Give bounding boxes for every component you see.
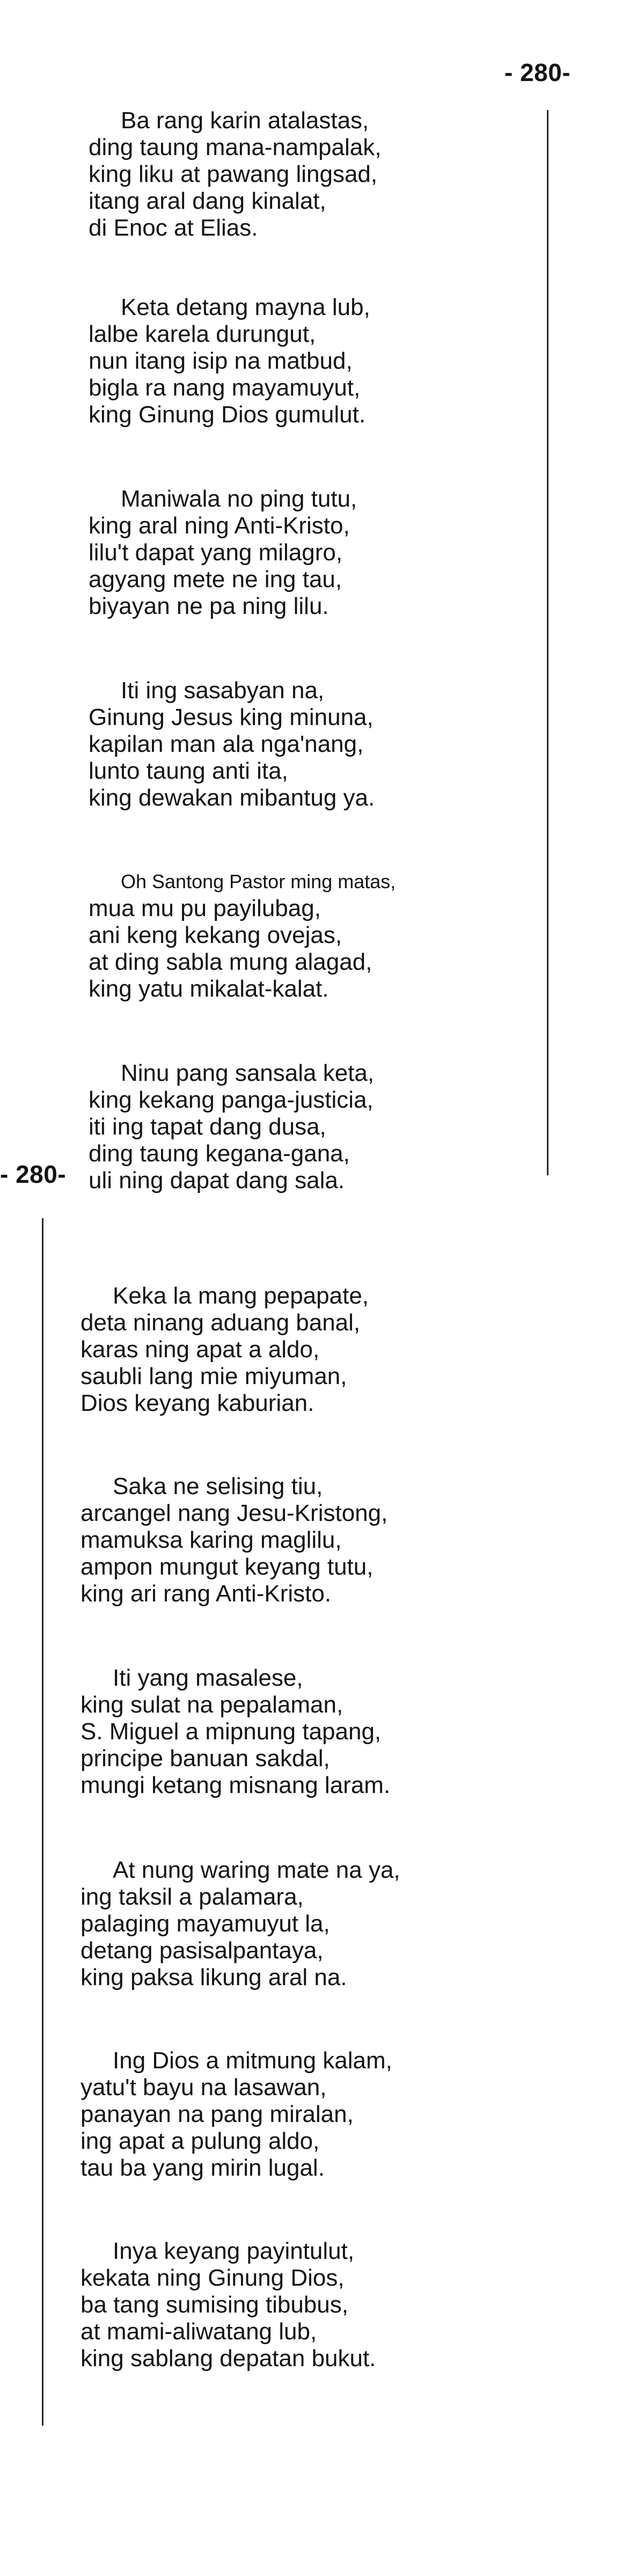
stanza [89,294,370,428]
verse-line: king Ginung Dios gumulut. [89,401,366,428]
stanza [80,2047,392,2182]
vertical-rule-bottom [42,1218,43,2426]
verse-line: king kekang panga-justicia, [89,1087,374,1113]
verse-line: at mami-aliwatang lub, [80,2318,317,2345]
verse-line: iti ing tapat dang dusa, [89,1114,326,1140]
verse-line: ding taung mana-nampalak, [89,134,382,160]
verse-line: arcangel nang Jesu-Kristong, [80,1500,388,1526]
verse-line: principe banuan sakdal, [80,1745,330,1772]
verse-line: Keka la mang pepapate, [113,1283,369,1309]
verse-line: uli ning dapat dang sala. [89,1167,345,1194]
verse-line: lunto taung anti ita, [89,758,288,784]
verse-line: Iti ing sasabyan na, [121,677,325,704]
verse-line: kapilan man ala nga'nang, [89,731,364,757]
verse-line: Oh Santong Pastor ming matas, [121,870,396,892]
verse-line: ani keng kekang ovejas, [89,922,342,948]
verse-line: Maniwala no ping tutu, [121,486,357,512]
verse-line: ding taung kegana-gana, [89,1140,350,1167]
verse-line: karas ning apat a aldo, [80,1336,320,1363]
verse-line: Ninu pang sansala keta, [121,1060,375,1086]
verse-line: king paksa likung aral na. [80,1964,347,1990]
verse-line: palaging mayamuyut la, [80,1911,330,1937]
verse-line: itang aral dang kinalat, [89,188,326,214]
verse-line: saubli lang mie miyuman, [80,1363,347,1389]
verse-line: at ding sabla mung alagad, [89,949,372,975]
verse-line: deta ninang aduang banal, [80,1309,361,1336]
verse-line: At nung waring mate na ya, [113,1857,400,1883]
stanza [89,677,375,811]
verse-line: king sablang depatan bukut. [80,2345,376,2372]
stanza [80,1665,390,1799]
verse-line: king liku at pawang lingsad, [89,161,378,187]
verse-line: ba tang sumising tibubus, [80,2292,348,2318]
stanza [89,486,357,620]
vertical-rule-top [547,110,548,1175]
verse-line: Keta detang mayna lub, [121,294,370,320]
verse-line: king aral ning Anti-Kristo, [89,513,350,539]
verse-line: mua mu pu payilubag, [89,895,321,921]
verse-line: Inya keyang payintulut, [113,2238,355,2264]
verse-line: lilu't dapat yang milagro, [89,539,343,566]
verse-line: Ginung Jesus king minuna, [89,704,374,730]
verse-line: agyang mete ne ing tau, [89,566,342,592]
verse-line: ing taksil a palamara, [80,1884,304,1910]
verse-line: biyayan ne pa ning lilu. [89,593,329,619]
stanza [80,1857,400,1991]
verse-line: Ing Dios a mitmung kalam, [113,2047,392,2074]
verse-line: bigla ra nang mayamuyut, [89,375,361,401]
verse-line: king sulat na pepalaman, [80,1692,343,1718]
stanza [80,1283,369,1417]
stanza [80,2238,376,2372]
verse-line: mungi ketang misnang laram. [80,1772,391,1798]
verse-line: lalbe karela durungut, [89,321,316,347]
verse-line: S. Miguel a mipnung tapang, [80,1718,382,1745]
verse-line: panayan na pang miralan, [80,2101,354,2127]
stanza [89,107,381,241]
page-number-top: - 280- [504,58,571,86]
verse-line: di Enoc at Elias. [89,215,258,241]
verse-line: king ari rang Anti-Kristo. [80,1580,332,1607]
verse-line: ing apat a pulung aldo, [80,2128,320,2154]
verse-line: ampon mungut keyang tutu, [80,1554,374,1580]
verse-line: kekata ning Ginung Dios, [80,2265,345,2291]
page-number-mid: - 280- [0,1160,67,1188]
verse-line: king yatu mikalat-kalat. [89,976,329,1002]
stanza [89,1060,374,1194]
stanza [80,1473,387,1607]
verse-line: nun itang isip na matbud, [89,348,353,374]
verse-line: yatu't bayu na lasawan, [80,2074,327,2101]
verse-line: mamuksa karing maglilu, [80,1527,342,1553]
stanza [89,868,396,1002]
verse-line: Ba rang karin atalastas, [121,107,369,134]
verse-line: tau ba yang mirin lugal. [80,2155,325,2181]
verse-line: Dios keyang kaburian. [80,1390,314,1416]
verse-line: Iti yang masalese, [113,1665,303,1691]
verse-line: king dewakan mibantug ya. [89,785,375,811]
verse-line: Saka ne selising tiu, [113,1473,323,1499]
verse-line: detang pasisalpantaya, [80,1937,324,1964]
